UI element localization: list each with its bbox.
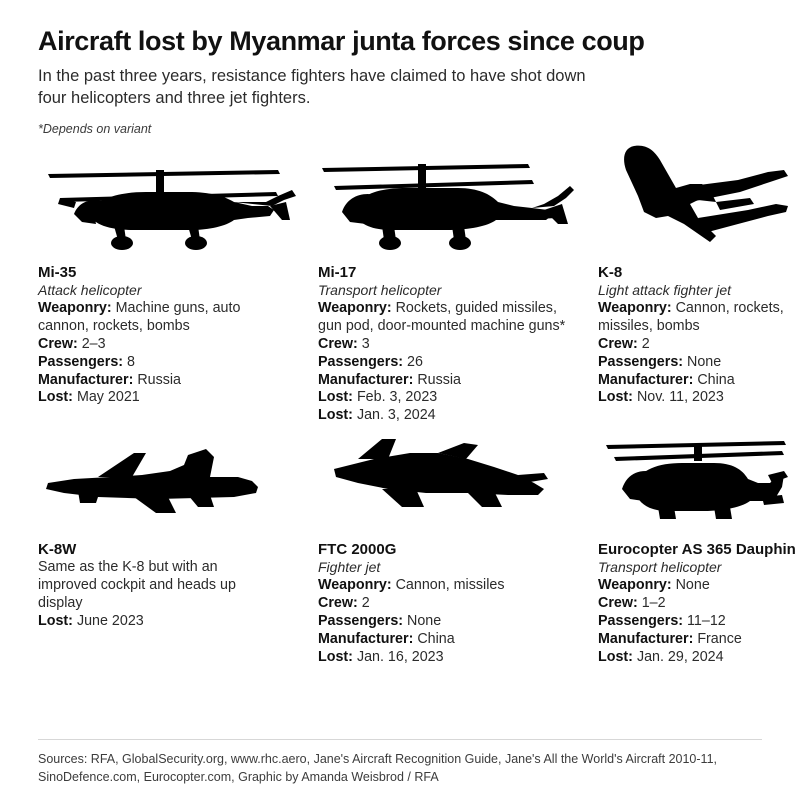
manufacturer-value: Russia [137,371,182,388]
manufacturer-value: China [417,630,455,647]
passengers-label: Passengers: [38,353,124,370]
aircraft-name: Mi-35 [38,264,77,282]
lost-value: Feb. 3, 2023 [356,389,438,406]
aircraft-type: Transport helicopter [318,282,442,299]
aircraft-manufacturer [598,372,798,390]
aircraft-passengers [598,613,798,631]
manufacturer-value: Russia [417,371,462,388]
aircraft-card-mi-35 [38,140,318,425]
weaponry-value: Machine guns, auto cannon, rockets, bombs [38,300,241,335]
manufacturer-label: Manufacturer: [598,371,694,388]
aircraft-type: Attack helicopter [38,282,142,299]
weaponry-label: Weaponry: [598,577,672,594]
aircraft-name: K-8 [598,264,623,282]
aircraft-crew [598,595,798,613]
aircraft-card-mi-17 [318,140,598,425]
lost-label: Lost: [38,613,73,629]
aircraft-type: Transport helicopter [598,559,722,576]
passengers-value: 26 [407,353,423,370]
crew-value: 2 [641,335,650,352]
weaponry-label: Weaponry: [318,577,392,594]
passengers-value: None [687,353,722,370]
manufacturer-label: Manufacturer: [598,630,694,647]
manufacturer-label: Manufacturer: [38,371,134,388]
weaponry-value: Cannon, rockets, missiles, bombs [598,300,784,335]
aircraft-passengers [318,613,568,631]
aircraft-card-ftc-2000g [318,431,598,666]
aircraft-name: Eurocopter AS 365 Dauphin [598,541,796,559]
manufacturer-label: Manufacturer: [318,630,414,647]
aircraft-manufacturer [318,372,568,390]
aircraft-passengers [318,354,568,372]
lost-label: Lost: [318,389,353,406]
lost-value: Jan. 29, 2024 [636,648,724,665]
dauphin-illustration [598,431,798,535]
aircraft-type: Fighter jet [318,559,381,576]
weaponry-value: None [675,577,710,594]
aircraft-card-k-8 [598,140,798,425]
crew-label: Crew: [598,335,638,352]
aircraft-weaponry [38,300,288,336]
page-subtitle: In the past three years, resistance fighters have claimed to have shot down four helicopters and three jet fighters. [38,67,586,108]
aircraft-weaponry [318,300,568,336]
aircraft-lost [38,389,288,407]
lost-value-2: Jan. 3, 2024 [356,407,436,424]
variant-footnote: *Depends on variant [38,122,152,137]
aircraft-weaponry [318,577,568,595]
page-title: Aircraft lost by Myanmar junta forces since coup [38,26,645,56]
crew-value: 2–3 [81,335,106,352]
weaponry-value: Rockets, guided missiles, gun pod, door-mounted machine guns* [318,300,566,335]
aircraft-name: FTC 2000G [318,541,397,559]
aircraft-card-k-8w [38,431,318,666]
passengers-label: Passengers: [318,353,404,370]
weaponry-label: Weaponry: [38,300,112,317]
manufacturer-label: Manufacturer: [318,371,414,388]
crew-value: 1–2 [641,595,666,612]
k-8-illustration [598,140,798,258]
weaponry-label: Weaponry: [598,300,672,317]
passengers-value: 8 [127,353,135,370]
aircraft-card-eurocopter-as-365-dauphin [598,431,798,666]
aircraft-lost [598,649,798,667]
aircraft-manufacturer [38,372,288,390]
passengers-label: Passengers: [598,612,684,629]
aircraft-name: K-8W [38,541,77,559]
aircraft-crew [318,336,568,354]
passengers-label: Passengers: [318,612,404,629]
aircraft-lost-second [318,407,568,425]
lost-value: Jan. 16, 2023 [356,648,444,665]
aircraft-crew [318,595,568,613]
manufacturer-value: China [697,371,735,388]
manufacturer-value: France [697,630,742,647]
crew-label: Crew: [598,595,638,612]
lost-label-2: Lost: [318,407,353,424]
aircraft-weaponry [598,300,798,336]
crew-value: 3 [361,335,370,352]
aircraft-manufacturer [598,631,798,649]
aircraft-lost [318,649,568,667]
aircraft-grid-row-1 [38,140,784,425]
aircraft-lost [38,613,288,631]
weaponry-value: Cannon, missiles [395,577,505,594]
ftc-2000g-illustration [318,431,598,535]
lost-label: Lost: [318,648,353,665]
passengers-label: Passengers: [598,353,684,370]
aircraft-passengers [38,354,288,372]
mi-35-illustration [38,140,318,258]
lost-label: Lost: [38,389,73,406]
aircraft-crew [38,336,288,354]
sources-note: Sources: RFA, GlobalSecurity.org, www.rhc.aero, Jane's Aircraft Recognition Guide, Jane's All the World's Aircraft 2010-11, SinoDefence.com, Eurocopter.com, Graphic by Amanda Weisbrod / RFA [38,739,762,786]
aircraft-name: Mi-17 [318,264,357,282]
aircraft-weaponry [598,577,798,595]
lost-value: June 2023 [76,613,144,629]
lost-label: Lost: [598,389,633,406]
lost-value: May 2021 [76,389,140,406]
crew-label: Crew: [38,335,78,352]
mi-17-illustration [318,140,598,258]
crew-value: 2 [361,595,370,612]
aircraft-lost [598,389,798,407]
crew-label: Crew: [318,335,358,352]
aircraft-grid-row-2 [38,431,796,666]
lost-label: Lost: [598,648,633,665]
aircraft-passengers [598,354,798,372]
aircraft-description: Same as the K-8 but with an improved cockpit and heads up display [38,559,236,612]
weaponry-label: Weaponry: [318,300,392,317]
k-8w-illustration [38,431,318,535]
lost-value: Nov. 11, 2023 [636,389,724,406]
aircraft-crew [598,336,798,354]
passengers-value: None [407,612,442,629]
crew-label: Crew: [318,595,358,612]
aircraft-manufacturer [318,631,568,649]
aircraft-lost [318,389,568,407]
passengers-value: 11–12 [687,612,726,629]
aircraft-type: Light attack fighter jet [598,282,732,299]
